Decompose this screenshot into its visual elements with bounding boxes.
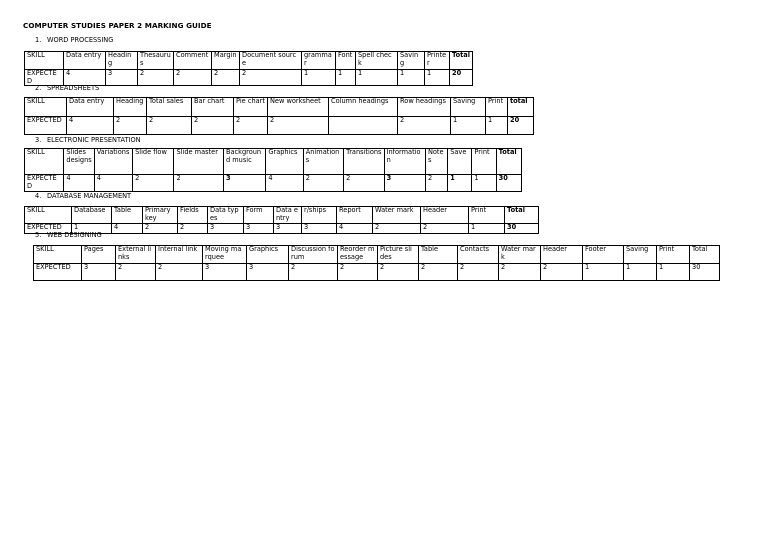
- value-cell-footer: 1: [583, 264, 624, 281]
- header-cell-print: Print: [657, 246, 690, 264]
- header-cell-moving-marquee: Moving marquee: [203, 246, 247, 264]
- section-heading-web-designing: [35, 231, 102, 239]
- value-cell-data-types: 3: [208, 224, 244, 234]
- value-cell-data-entry: 4: [64, 70, 106, 86]
- value-cell-contacts: 2: [458, 264, 499, 281]
- header-cell-header: Header: [541, 246, 583, 264]
- header-cell-table: Table: [112, 207, 143, 224]
- value-row: [34, 264, 720, 281]
- header-cell-background-music: Background music: [223, 149, 265, 175]
- header-cell-spell-check: Spell check: [356, 52, 398, 70]
- value-cell-table: 2: [419, 264, 458, 281]
- header-cell-printer: Printer: [425, 52, 450, 70]
- value-cell-report: 4: [337, 224, 373, 234]
- header-cell-transitions: Transitions: [344, 149, 384, 175]
- section-heading-database-management: [35, 192, 131, 200]
- header-cell-total: total: [508, 98, 534, 117]
- value-cell-margin: 2: [212, 70, 240, 86]
- value-row: [25, 175, 522, 192]
- header-cell-r-ships: r/ships: [302, 207, 337, 224]
- header-cell-total: Total: [450, 52, 473, 70]
- header-row: [25, 149, 522, 175]
- value-cell-skill: EXPECTED: [34, 264, 82, 281]
- header-cell-graphics: Graphics: [266, 149, 303, 175]
- header-row: [25, 52, 473, 70]
- header-cell-skill: SKILL: [34, 246, 82, 264]
- value-cell-information: 3: [384, 175, 425, 192]
- header-cell-skill: SKILL: [25, 207, 72, 224]
- value-cell-font: 1: [336, 70, 356, 86]
- value-cell-primary-key: 2: [143, 224, 178, 234]
- value-cell-r-ships: 3: [302, 224, 337, 234]
- value-cell-print: 1: [469, 224, 505, 234]
- value-cell-slide-master: 2: [174, 175, 223, 192]
- value-cell-graphics: 3: [247, 264, 289, 281]
- value-cell-discussion-forum: 2: [289, 264, 338, 281]
- header-cell-slide-flow: Slide flow: [133, 149, 174, 175]
- value-cell-bar-chart: 2: [192, 117, 234, 135]
- section-title: WORD PROCESSING: [47, 36, 114, 44]
- header-cell-skill: SKILL: [25, 98, 67, 117]
- header-cell-print: Print: [472, 149, 496, 175]
- value-cell-saving: 1: [398, 70, 425, 86]
- value-cell-comment: 2: [174, 70, 212, 86]
- value-cell-skill: EXPECTED: [25, 117, 67, 135]
- value-cell-total: 30: [496, 175, 521, 192]
- header-cell-heading: Heading: [114, 98, 147, 117]
- value-cell-transitions: 2: [344, 175, 384, 192]
- value-cell-row-headings: 2: [398, 117, 451, 135]
- header-cell-heading: Heading: [106, 52, 138, 70]
- header-cell-total-sales: Total sales: [147, 98, 192, 117]
- header-cell-footer: Footer: [583, 246, 624, 264]
- value-cell-skill: EXPECTED: [25, 224, 72, 234]
- value-cell-print: 1: [472, 175, 496, 192]
- value-cell-total-sales: 2: [147, 117, 192, 135]
- header-cell-contacts: Contacts: [458, 246, 499, 264]
- section-heading-word-processing: [35, 36, 113, 44]
- value-cell-pages: 3: [82, 264, 116, 281]
- header-cell-total: Total: [690, 246, 720, 264]
- header-cell-total: Total: [505, 207, 539, 224]
- value-cell-water-mark: 2: [499, 264, 541, 281]
- value-cell-database: 1: [72, 224, 112, 234]
- value-cell-total: 30: [690, 264, 720, 281]
- header-row: [25, 98, 534, 117]
- header-cell-header: Header: [421, 207, 469, 224]
- value-cell-new-worksheet: 2: [268, 117, 329, 135]
- header-cell-skill: SKILL: [25, 52, 64, 70]
- value-cell-pie-chart: 2: [234, 117, 268, 135]
- section-title: DATABASE MANAGEMENT: [47, 192, 132, 200]
- header-cell-reorder-message: Reorder message: [338, 246, 378, 264]
- header-cell-font: Font: [336, 52, 356, 70]
- header-cell-pie-chart: Pie chart: [234, 98, 268, 117]
- value-cell-notes: 2: [425, 175, 447, 192]
- value-cell-document-source: 2: [240, 70, 302, 86]
- header-cell-saving: Saving: [451, 98, 486, 117]
- value-cell-saving: 1: [624, 264, 657, 281]
- value-cell-graphics: 4: [266, 175, 303, 192]
- header-cell-discussion-forum: Discussion forum: [289, 246, 338, 264]
- header-cell-row-headings: Row headings: [398, 98, 451, 117]
- header-cell-slides-designs: Slides designs: [64, 149, 94, 175]
- header-cell-bar-chart: Bar chart: [192, 98, 234, 117]
- value-cell-data-entry: 3: [274, 224, 302, 234]
- header-cell-new-worksheet: New worksheet: [268, 98, 329, 117]
- header-cell-data-entry: Data entry: [67, 98, 114, 117]
- header-cell-print: Print: [469, 207, 505, 224]
- section-title: SPREADSHEETS: [47, 84, 100, 92]
- value-cell-external-links: 2: [116, 264, 156, 281]
- header-cell-print: Print: [486, 98, 508, 117]
- value-cell-slides-designs: 4: [64, 175, 94, 192]
- header-cell-water-mark: Water mark: [499, 246, 541, 264]
- header-cell-data-entry: Data entry: [64, 52, 106, 70]
- value-cell-grammar: 1: [302, 70, 336, 86]
- header-cell-saving: Saving: [624, 246, 657, 264]
- value-cell-total: 20: [508, 117, 534, 135]
- value-cell-variations: 4: [94, 175, 132, 192]
- header-row: [25, 207, 539, 224]
- value-cell-heading: 3: [106, 70, 138, 86]
- header-cell-form: Form: [244, 207, 274, 224]
- section-title: ELECTRONIC PRESENTATION: [47, 136, 141, 144]
- value-cell-spell-check: 1: [356, 70, 398, 86]
- value-cell-data-entry: 4: [67, 117, 114, 135]
- value-cell-water-mark: 2: [373, 224, 421, 234]
- value-cell-form: 3: [244, 224, 274, 234]
- electronic-presentation-table: [24, 148, 522, 192]
- value-cell-fields: 2: [178, 224, 208, 234]
- value-cell-table: 4: [112, 224, 143, 234]
- database-management-table: [24, 206, 539, 234]
- header-row: [34, 246, 720, 264]
- value-cell-picture-slides: 2: [378, 264, 419, 281]
- section-number: 5.: [35, 231, 42, 239]
- value-cell-internal-link: 2: [156, 264, 203, 281]
- header-cell-thesaurus: Thesaurus: [138, 52, 174, 70]
- header-cell-slide-master: Slide master: [174, 149, 223, 175]
- value-cell-saving: 1: [451, 117, 486, 135]
- header-cell-notes: Notes: [425, 149, 447, 175]
- header-cell-animations: Animations: [303, 149, 343, 175]
- header-cell-report: Report: [337, 207, 373, 224]
- spreadsheets-table: [24, 97, 534, 135]
- header-cell-data-types: Data types: [208, 207, 244, 224]
- header-cell-graphics: Graphics: [247, 246, 289, 264]
- value-cell-animations: 2: [303, 175, 343, 192]
- value-cell-print: 1: [486, 117, 508, 135]
- header-cell-water-mark: Water mark: [373, 207, 421, 224]
- value-cell-skill: EXPECTED: [25, 70, 64, 86]
- header-cell-comment: Comment: [174, 52, 212, 70]
- value-row: [25, 117, 534, 135]
- header-cell-table: Table: [419, 246, 458, 264]
- header-cell-fields: Fields: [178, 207, 208, 224]
- value-cell-column-headings: [329, 117, 398, 135]
- header-cell-pages: Pages: [82, 246, 116, 264]
- header-cell-primary-key: Primary key: [143, 207, 178, 224]
- header-cell-document-source: Document source: [240, 52, 302, 70]
- header-cell-total: Total: [496, 149, 521, 175]
- value-cell-print: 1: [657, 264, 690, 281]
- value-cell-save: 1: [448, 175, 472, 192]
- section-heading-spreadsheets: [35, 84, 99, 92]
- value-cell-printer: 1: [425, 70, 450, 86]
- value-cell-reorder-message: 2: [338, 264, 378, 281]
- header-cell-database: Database: [72, 207, 112, 224]
- value-cell-skill: EXPECTED: [25, 175, 64, 192]
- header-cell-skill: SKILL: [25, 149, 64, 175]
- value-cell-total: 20: [450, 70, 473, 86]
- value-cell-header: 2: [541, 264, 583, 281]
- section-number: 4.: [35, 192, 42, 200]
- value-cell-background-music: 3: [223, 175, 265, 192]
- section-number: 1.: [35, 36, 42, 44]
- word-processing-table: [24, 51, 473, 86]
- value-cell-header: 2: [421, 224, 469, 234]
- header-cell-external-links: External links: [116, 246, 156, 264]
- header-cell-save: Save: [448, 149, 472, 175]
- header-cell-margin: Margin: [212, 52, 240, 70]
- web-designing-table: [33, 245, 720, 281]
- value-cell-total: 30: [505, 224, 539, 234]
- header-cell-data-entry: Data entry: [274, 207, 302, 224]
- header-cell-variations: Variations: [94, 149, 132, 175]
- header-cell-column-headings: Column headings: [329, 98, 398, 117]
- section-number: 2.: [35, 84, 42, 92]
- value-cell-thesaurus: 2: [138, 70, 174, 86]
- header-cell-information: Information: [384, 149, 425, 175]
- header-cell-grammar: grammar: [302, 52, 336, 70]
- value-cell-slide-flow: 2: [133, 175, 174, 192]
- header-cell-picture-slides: Picture slides: [378, 246, 419, 264]
- header-cell-saving: Saving: [398, 52, 425, 70]
- document-title: COMPUTER STUDIES PAPER 2 MARKING GUIDE: [23, 21, 212, 30]
- section-number: 3.: [35, 136, 42, 144]
- header-cell-internal-link: Internal link: [156, 246, 203, 264]
- section-title: WEB DESIGNING: [47, 231, 102, 239]
- value-cell-heading: 2: [114, 117, 147, 135]
- section-heading-electronic-presentation: [35, 136, 141, 144]
- value-cell-moving-marquee: 3: [203, 264, 247, 281]
